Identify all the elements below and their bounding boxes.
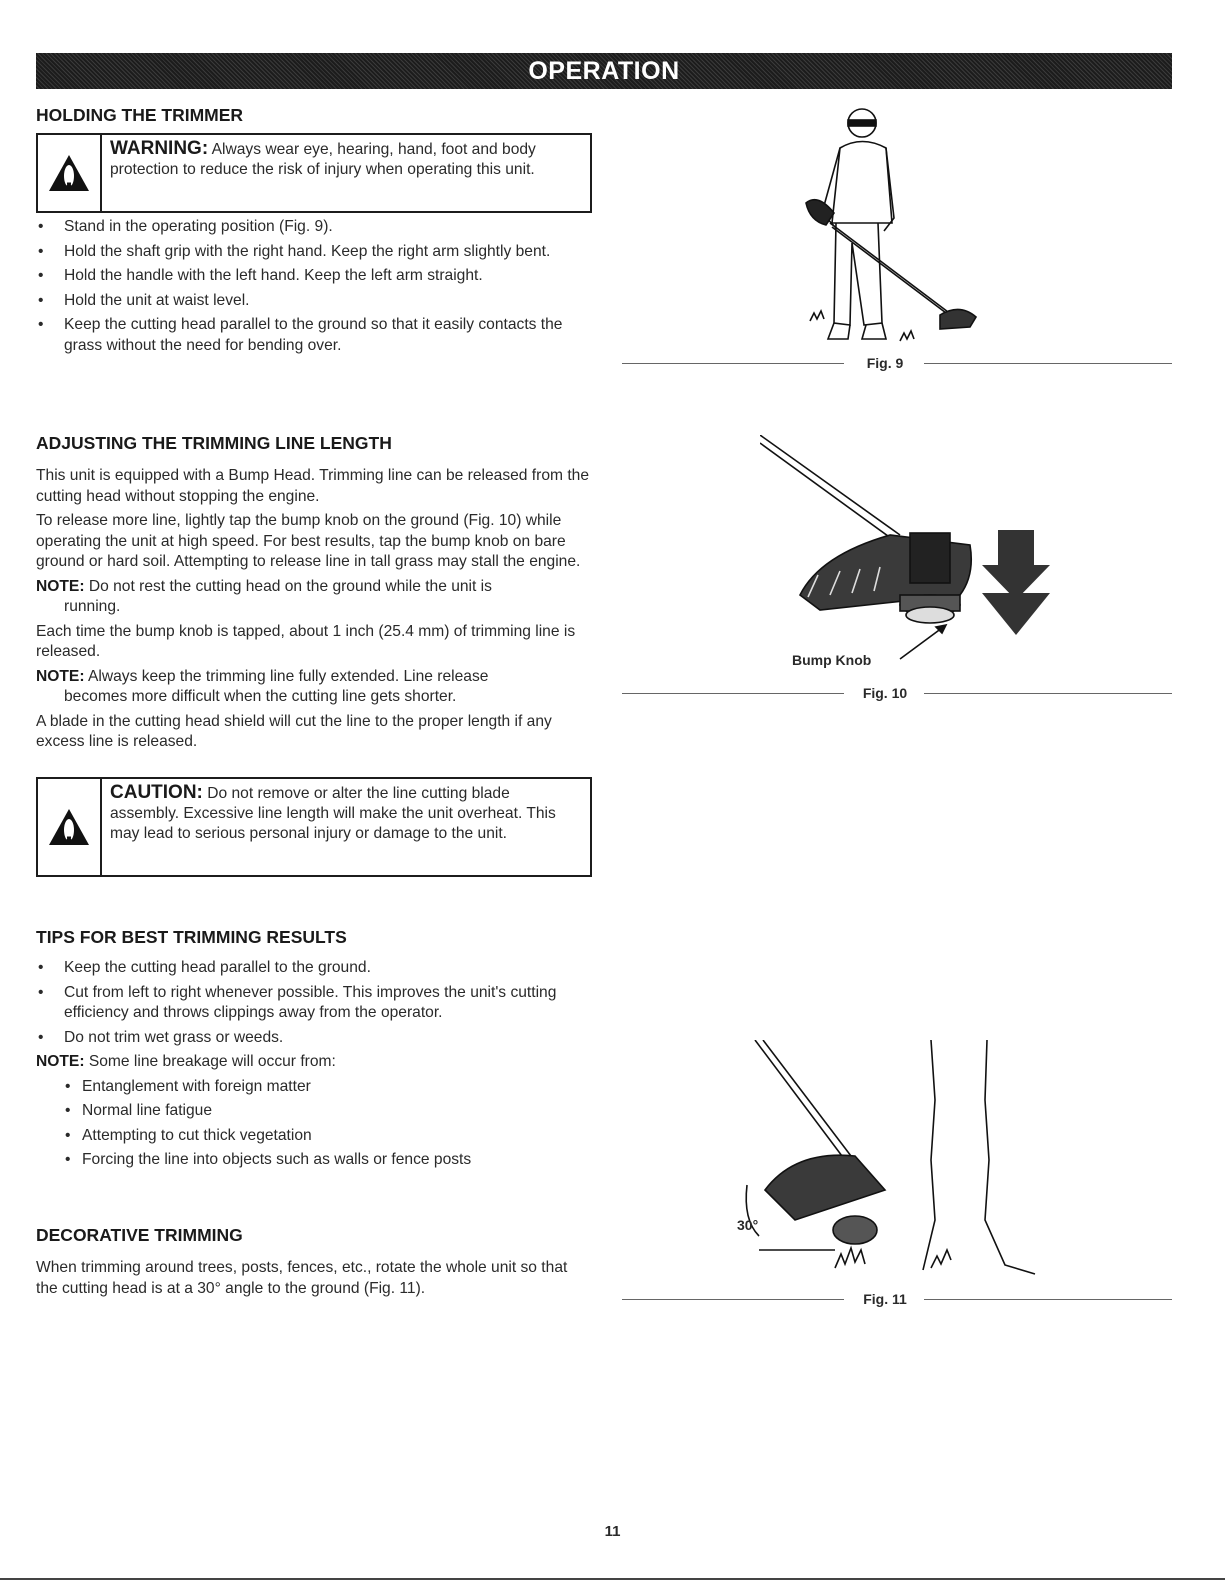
paragraph: Each time the bump knob is tapped, about 1 inch (25.4 mm) of trimming line is released. bbox=[36, 622, 576, 660]
caution-box bbox=[36, 777, 592, 877]
figure-10-caption-rule bbox=[622, 685, 1172, 701]
list-item: • Hold the unit at waist level. bbox=[36, 291, 596, 312]
note-paragraph bbox=[36, 577, 596, 618]
warning-text bbox=[102, 135, 590, 211]
holding-list-block bbox=[36, 217, 596, 360]
heading-tips: TIPS FOR BEST TRIMMING RESULTS bbox=[36, 927, 347, 947]
breakage-causes-list bbox=[36, 1077, 596, 1171]
paragraph: To release more line, lightly tap the bump knob on the ground (Fig. 10) while operating the unit at high speed. For best results, tap the bump knob on bare ground or hard soil. Attempting to release line in tall grass may stall the engine. bbox=[36, 512, 581, 570]
list-item: • Attempting to cut thick vegetation bbox=[36, 1126, 596, 1147]
holding-bullets bbox=[36, 217, 596, 356]
figure-11-caption: Fig. 11 bbox=[863, 1291, 907, 1307]
paragraph: When trimming around trees, posts, fences, etc., rotate the whole unit so that the cutting head is at a 30° angle to the ground (Fig. 11). bbox=[36, 1259, 568, 1297]
bump-knob-label: Bump Knob bbox=[792, 652, 872, 668]
figure-11-tree-trimming-illustration bbox=[735, 1040, 1055, 1290]
caution-keyword: CAUTION: bbox=[110, 782, 203, 803]
heading-holding: HOLDING THE TRIMMER bbox=[36, 105, 244, 125]
figure-10-caption: Fig. 10 bbox=[862, 685, 908, 701]
heading-decorative: DECORATIVE TRIMMING bbox=[36, 1225, 243, 1245]
list-item: • Keep the cutting head parallel to the ground so that it easily contacts the grass without the need for bending over. bbox=[36, 315, 596, 356]
list-item: • Hold the shaft grip with the right hand. Keep the right arm slightly bent. bbox=[36, 242, 596, 263]
heading-adjusting: ADJUSTING THE TRIMMING LINE LENGTH bbox=[36, 433, 392, 453]
note-paragraph bbox=[36, 1052, 596, 1073]
bottom-rule bbox=[0, 1578, 1225, 1580]
note-text-continued: running. bbox=[64, 598, 121, 615]
banner-title: OPERATION bbox=[528, 56, 680, 85]
figure-10-bump-head-illustration bbox=[760, 435, 1080, 675]
figure-9-caption-rule bbox=[622, 355, 1172, 371]
tips-bullets bbox=[36, 958, 596, 1048]
list-item: • Keep the cutting head parallel to the ground. bbox=[36, 958, 596, 979]
caution-text bbox=[102, 779, 590, 875]
list-item: • Forcing the line into objects such as walls or fence posts bbox=[36, 1150, 596, 1171]
tips-text-block bbox=[36, 958, 596, 1175]
note-label: NOTE: bbox=[36, 667, 85, 685]
decorative-text-block bbox=[36, 1258, 576, 1303]
caution-body: Do not remove or alter the line cutting blade assembly. Excessive line length will make the unit overheat. This may lead to serious personal injury or damage to the unit. bbox=[110, 785, 556, 842]
arrow-down-icon bbox=[982, 530, 1050, 635]
figure-11-caption-rule bbox=[622, 1291, 1172, 1307]
warning-box bbox=[36, 133, 592, 213]
list-item: • Hold the handle with the left hand. Keep the left arm straight. bbox=[36, 266, 596, 287]
paragraph: This unit is equipped with a Bump Head. Trimming line can be released from the cutting head without stopping the engine. bbox=[36, 467, 589, 505]
note-label: NOTE: bbox=[36, 577, 85, 595]
note-text: Do not rest the cutting head on the ground while the unit is bbox=[84, 577, 492, 595]
note-label: NOTE: bbox=[36, 1053, 85, 1070]
figure-9-operator-illustration bbox=[790, 103, 990, 353]
warning-body: Always wear eye, hearing, hand, foot and body protection to reduce the risk of injury when operating this unit. bbox=[110, 141, 536, 178]
warning-triangle-icon bbox=[38, 135, 102, 211]
adjusting-text-block bbox=[36, 466, 596, 757]
list-item: • Stand in the operating position (Fig. 9). bbox=[36, 217, 596, 238]
paragraph: A blade in the cutting head shield will cut the line to the proper length if any excess line is released. bbox=[36, 712, 552, 750]
note-text: Always keep the trimming line fully extended. Line release bbox=[84, 667, 489, 685]
warning-triangle-icon bbox=[38, 779, 102, 875]
note-text-continued: becomes more difficult when the cutting line gets shorter. bbox=[64, 688, 457, 705]
page-number: 11 bbox=[604, 1523, 621, 1540]
warning-keyword: WARNING: bbox=[110, 138, 209, 159]
section-banner bbox=[36, 53, 1172, 89]
list-item: • Normal line fatigue bbox=[36, 1101, 596, 1122]
note-text: Some line breakage will occur from: bbox=[84, 1053, 336, 1070]
list-item: • Do not trim wet grass or weeds. bbox=[36, 1028, 596, 1049]
list-item: • Entanglement with foreign matter bbox=[36, 1077, 596, 1098]
figure-9-caption: Fig. 9 bbox=[866, 355, 904, 371]
angle-label: 30° bbox=[737, 1217, 759, 1233]
note-paragraph bbox=[36, 667, 596, 708]
list-item: • Cut from left to right whenever possible. This improves the unit's cutting efficiency and throws clippings away from the operator. bbox=[36, 983, 596, 1024]
